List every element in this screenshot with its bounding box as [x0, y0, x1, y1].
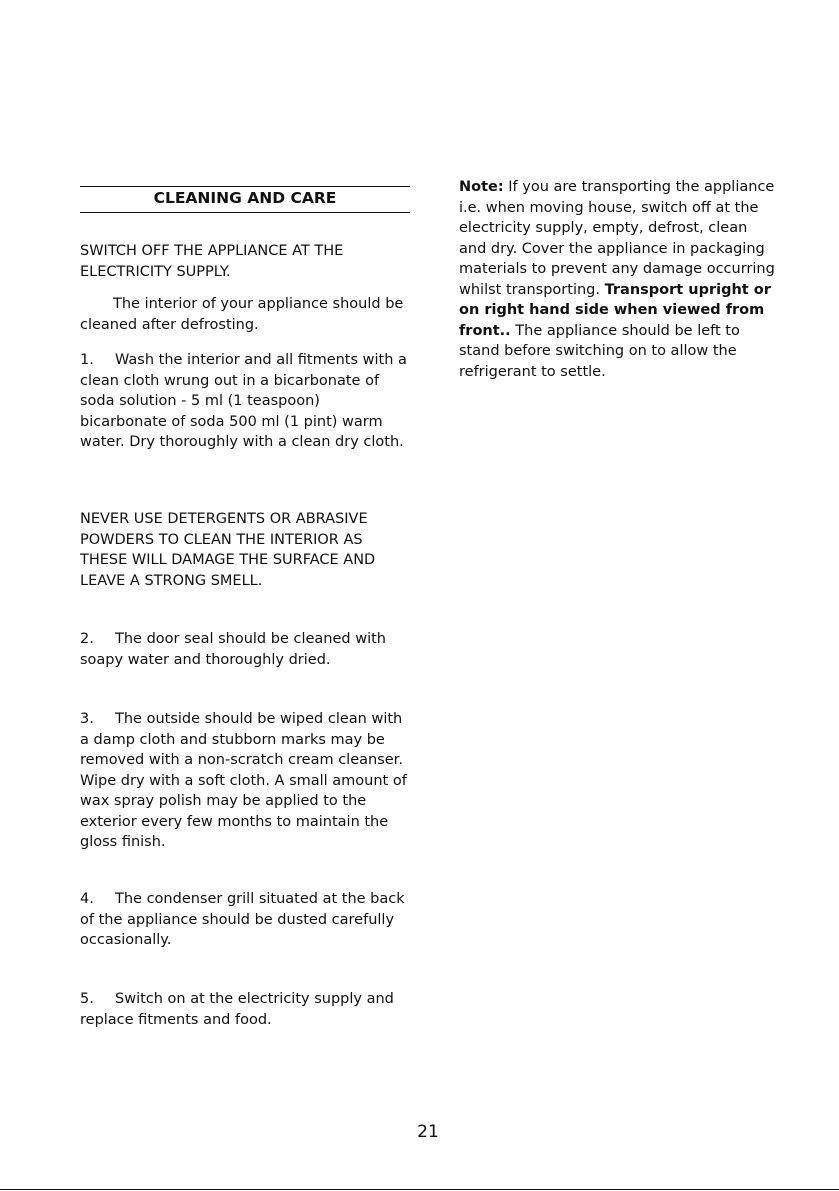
step-2 — [80, 629, 410, 670]
detergents-warning: NEVER USE DETERGENTS OR ABRASIVE POWDERS TO CLEAN THE INTERIOR AS THESE WILL DAMAGE THE SURFACE AND LEAVE A STRONG SMELL. — [80, 511, 376, 589]
step-4 — [80, 889, 410, 951]
step-2-text: The door seal should be cleaned with soapy water and thoroughly dried. — [80, 631, 386, 668]
step-4-number: 4. — [80, 891, 94, 907]
step-2-number: 2. — [80, 631, 94, 647]
step-1-number: 1. — [80, 352, 94, 368]
step-4-text: The condenser grill situated at the back of the appliance should be dusted carefully occasionally. — [80, 891, 405, 948]
transport-note-paragraph — [459, 177, 779, 382]
step-3-text: The outside should be wiped clean with a damp cloth and stubborn marks may be removed with a non-scratch cream cleanser. Wipe dry with a soft cloth. A small amount of wax spray polish may be applied to the exterior every few months to maintain the gloss finish. — [80, 711, 407, 850]
step-1 — [80, 350, 410, 453]
step-1-text: Wash the interior and all fitments with a clean cloth wrung out in a bicarbonate of soda solution - 5 ml (1 teaspoon) bicarbonate of soda 500 ml (1 pint) warm water. Dry thoroughly with a clean dry cloth. — [80, 352, 407, 450]
intro-paragraph: The interior of your appliance should be cleaned after defrosting. — [80, 296, 404, 333]
step-3 — [80, 709, 410, 853]
step-5 — [80, 989, 410, 1030]
section-heading: CLEANING AND CARE — [153, 189, 337, 207]
step-5-number: 5. — [80, 991, 94, 1007]
transport-note — [459, 177, 779, 382]
page-number: 21 — [417, 1122, 439, 1142]
step-3-number: 3. — [80, 711, 94, 727]
step-5-text: Switch on at the electricity supply and replace fitments and food. — [80, 991, 394, 1028]
page-bottom-edge — [0, 1189, 839, 1190]
heading-bottom-rule — [80, 212, 410, 213]
note-text-part-2: The appliance should be left to stand before switching on to allow the refrigerant to settle. — [459, 322, 740, 380]
note-label: Note: — [459, 179, 504, 195]
note-bold-instruction: Transport upright or on right hand side when viewed from front.. — [459, 281, 771, 339]
note-text-part-1: If you are transporting the appliance i.e. when moving house, switch off at the electricity supply, empty, defrost, clean and dry. Cover the appliance in packaging materials to prevent any damage occurring whilst transporting. — [459, 179, 775, 298]
switch-off-warning: SWITCH OFF THE APPLIANCE AT THE ELECTRICITY SUPPLY. — [80, 243, 344, 280]
